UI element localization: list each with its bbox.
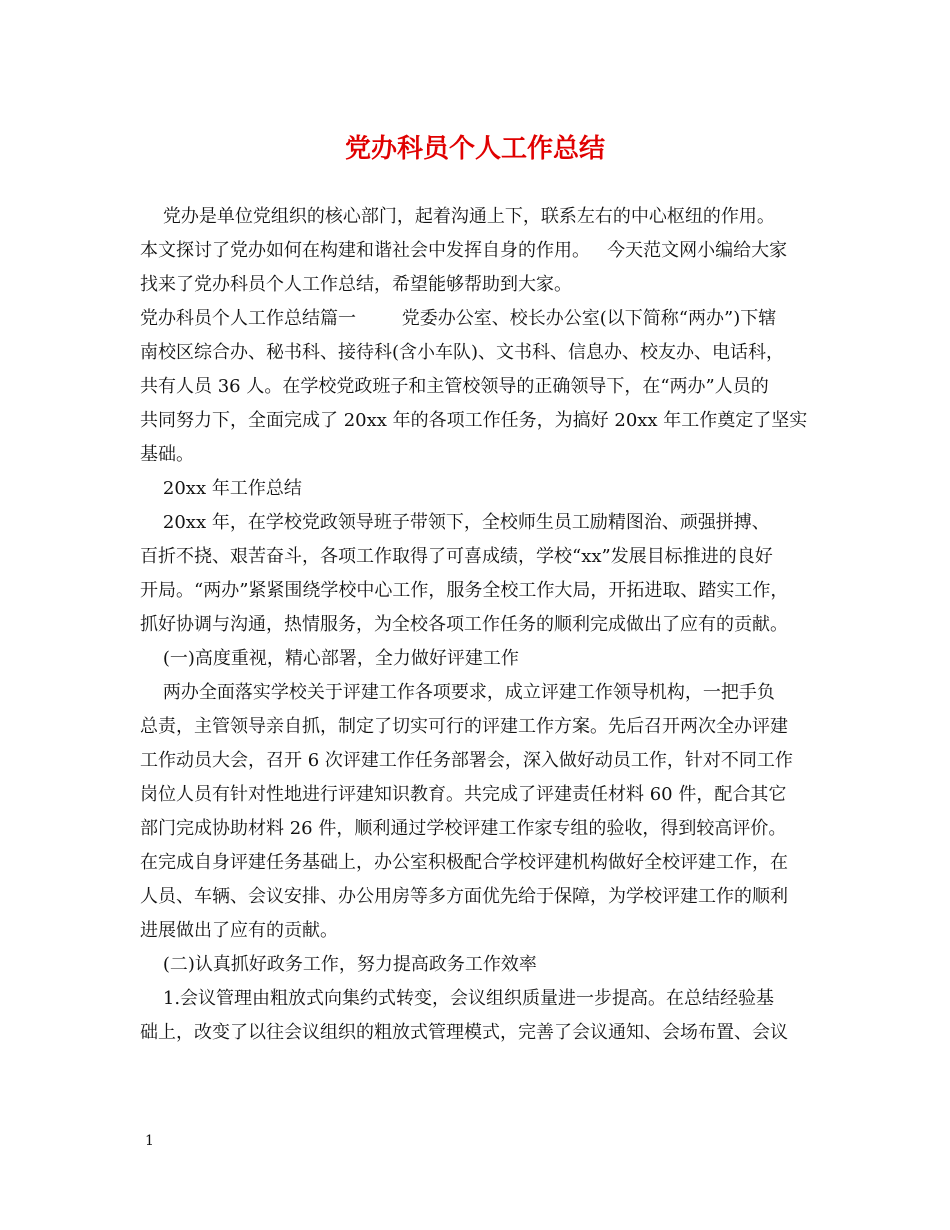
text-line: 百折不挠、艰苦奋斗，各项工作取得了可喜成绩，学校“xx”发展目标推进的良好: [140, 546, 773, 567]
document-body: [140, 200, 820, 1050]
text-line: 本文探讨了党办如何在构建和谐社会中发挥自身的作用。 今天范文网小编给大家: [140, 240, 788, 261]
text-line: 抓好协调与沟通，热情服务，为全校各项工作任务的顺利完成做出了应有的贡献。: [140, 614, 788, 635]
text-line: 础上，改变了以往会议组织的粗放式管理模式，完善了会议通知、会场布置、会议: [140, 1022, 788, 1043]
text-line: 部门完成协助材料 26 件，顺利通过学校评建工作家专组的验收，得到较高评价。: [140, 818, 787, 839]
text-line: 基础。: [140, 444, 194, 465]
document-title: 党办科员个人工作总结: [344, 134, 605, 164]
text-line: (二)认真抓好政务工作，努力提高政务工作效率: [140, 954, 537, 975]
text-line: 找来了党办科员个人工作总结，希望能够帮助到大家。: [140, 274, 572, 295]
text-line: 在完成自身评建任务基础上，办公室积极配合学校评建机构做好全校评建工作，在: [140, 852, 788, 873]
text-line: 共有人员 36 人。在学校党政班子和主管校领导的正确领导下，在“两办”人员的: [140, 376, 769, 397]
text-line: 人员、车辆、会议安排、办公用房等多方面优先给于保障，为学校评建工作的顺利: [140, 886, 788, 907]
text-line: 20xx 年工作总结: [140, 478, 302, 499]
text-line: 南校区综合办、秘书科、接待科(含小车队)、文书科、信息办、校友办、电话科，: [140, 342, 785, 363]
text-line: 共同努力下，全面完成了 20xx 年的各项工作任务，为搞好 20xx 年工作奠定了坚实: [140, 410, 808, 431]
text-line: 开局。“两办”紧紧围绕学校中心工作，服务全校工作大局，开拓进取、踏实工作，: [140, 580, 789, 601]
text-line: 20xx 年，在学校党政领导班子带领下，全校师生员工励精图治、顽强拼搏、: [140, 512, 770, 533]
text-line: 总责，主管领导亲自抓，制定了切实可行的评建工作方案。先后召开两次全办评建: [140, 716, 788, 737]
text-line: 工作动员大会，召开 6 次评建工作任务部署会，深入做好动员工作，针对不同工作: [140, 750, 793, 771]
text-line: 党办是单位党组织的核心部门，起着沟通上下，联系左右的中心枢纽的作用。: [140, 206, 775, 227]
text-line: 党办科员个人工作总结篇一 党委办公室、校长办公室(以下简称“两办”)下辖: [140, 308, 777, 329]
text-line: 1.会议管理由粗放式向集约式转变，会议组织质量进一步提高。在总结经验基: [140, 988, 775, 1009]
page-number: 1: [145, 1133, 154, 1149]
text-line: 岗位人员有针对性地进行评建知识教育。共完成了评建责任材料 60 件，配合其它: [140, 784, 787, 805]
text-line: (一)高度重视，精心部署，全力做好评建工作: [140, 648, 519, 669]
text-line: 两办全面落实学校关于评建工作各项要求，成立评建工作领导机构，一把手负: [140, 682, 775, 703]
text-line: 进展做出了应有的贡献。: [140, 920, 338, 941]
